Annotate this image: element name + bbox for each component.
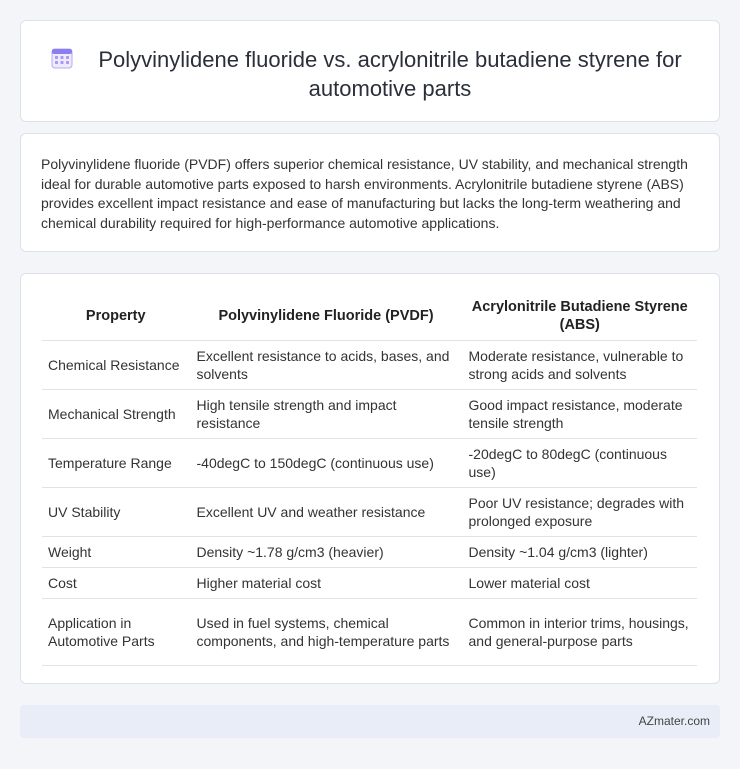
row-property: Temperature Range — [42, 439, 190, 488]
row-abs: Lower material cost — [462, 568, 697, 599]
row-property: UV Stability — [42, 488, 190, 537]
row-pvdf: Density ~1.78 g/cm3 (heavier) — [190, 537, 462, 568]
table-row — [42, 341, 697, 390]
table-row — [42, 390, 697, 439]
row-abs: -20degC to 80degC (continuous use) — [462, 439, 697, 488]
row-abs: Good impact resistance, moderate tensile strength — [462, 390, 697, 439]
table-row — [42, 537, 697, 568]
row-pvdf: -40degC to 150degC (continuous use) — [190, 439, 462, 488]
row-property: Application in Automotive Parts — [42, 599, 190, 666]
row-pvdf: Excellent UV and weather resistance — [190, 488, 462, 537]
comparison-table-card — [20, 273, 720, 684]
table-row — [42, 568, 697, 599]
header-property: Property — [42, 292, 190, 341]
comparison-table — [42, 292, 697, 666]
row-pvdf: Used in fuel systems, chemical components, and high-temperature parts — [190, 599, 462, 666]
row-abs: Common in interior trims, housings, and general-purpose parts — [462, 599, 697, 666]
table-row — [42, 439, 697, 488]
title-card — [20, 20, 720, 122]
row-property: Cost — [42, 568, 190, 599]
summary-card — [20, 133, 720, 252]
table-header-row — [42, 292, 697, 341]
header-abs: Acrylonitrile Butadiene Styrene (ABS) — [462, 292, 697, 341]
header-pvdf: Polyvinylidene Fluoride (PVDF) — [190, 292, 462, 341]
row-pvdf: High tensile strength and impact resistance — [190, 390, 462, 439]
footer-bar — [20, 705, 720, 738]
row-property: Weight — [42, 537, 190, 568]
table-row — [42, 599, 697, 666]
page-title: Polyvinylidene fluoride vs. acrylonitrile butadiene styrene for automotive parts — [98, 47, 682, 101]
row-pvdf: Higher material cost — [190, 568, 462, 599]
footer-brand[interactable]: AZmater.com — [638, 714, 710, 728]
row-abs: Poor UV resistance; degrades with prolonged exposure — [462, 488, 697, 537]
row-abs: Density ~1.04 g/cm3 (lighter) — [462, 537, 697, 568]
summary-text: Polyvinylidene fluoride (PVDF) offers superior chemical resistance, UV stability, and mechanical strength ideal for durable automotive parts exposed to harsh environments. Acrylonitrile butadiene styrene (ABS) provides excellent impact resistance and ease of manufacturing but lacks the long-term weathering and chemical durability required for high-performance automotive applications. — [41, 156, 688, 231]
row-property: Chemical Resistance — [42, 341, 190, 390]
row-abs: Moderate resistance, vulnerable to strong acids and solvents — [462, 341, 697, 390]
table-row — [42, 488, 697, 537]
row-property: Mechanical Strength — [42, 390, 190, 439]
row-pvdf: Excellent resistance to acids, bases, and solvents — [190, 341, 462, 390]
